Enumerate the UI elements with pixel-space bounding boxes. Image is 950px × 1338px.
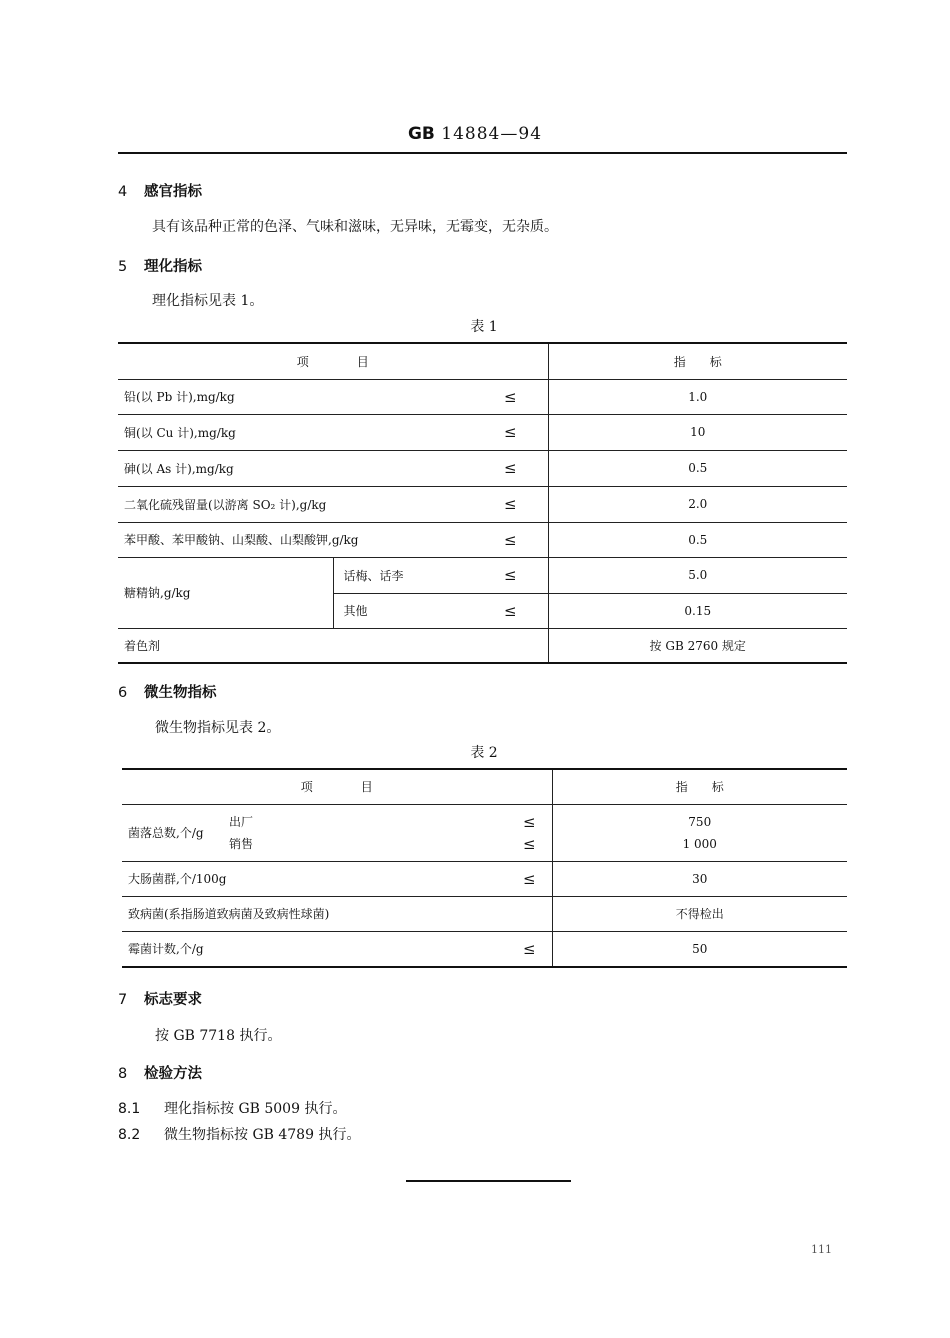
colony-op-1: ≤ (522, 812, 536, 831)
saccharin-value-1: 5.0 (548, 557, 847, 593)
table-row (118, 628, 847, 663)
page-number: 111 (811, 1243, 832, 1256)
section-number: 4 (118, 184, 128, 200)
clause-text: 微生物指标按 GB 4789 执行。 (164, 1127, 361, 1143)
row-op: ≤ (473, 486, 548, 522)
table-row (118, 414, 847, 450)
row-item: 二氧化硫残留量(以游离 SO₂ 计),g/kg (118, 486, 473, 522)
section-7-text: 按 GB 7718 执行。 (155, 1028, 282, 1044)
row-item: 苯甲酸、苯甲酸钠、山梨酸、山梨酸钾,g/kg (118, 522, 473, 557)
table-1-caption: 表 1 (470, 319, 498, 335)
colony-value-1: 750 (688, 814, 712, 829)
clause-number: 8.2 (118, 1127, 141, 1143)
row-value: 10 (548, 414, 847, 450)
row-op: ≤ (507, 931, 552, 967)
row-item: 铅(以 Pb 计),mg/kg (118, 379, 473, 414)
clause-8-1 (118, 1098, 346, 1118)
clause-number: 8.1 (118, 1101, 141, 1117)
row-value: 0.5 (548, 450, 847, 486)
row-value: 1.0 (548, 379, 847, 414)
colony-op-2: ≤ (522, 834, 536, 853)
header-rule (118, 152, 847, 154)
row-op: ≤ (473, 522, 548, 557)
colony-sub (227, 804, 507, 861)
colony-sub-2: 销售 (229, 836, 254, 851)
clause-text: 理化指标按 GB 5009 执行。 (164, 1101, 347, 1117)
row-item: 致病菌(系指肠道致病菌及致病性球菌) (122, 896, 507, 931)
saccharin-label: 糖精钠,g/kg (118, 557, 333, 628)
row-item: 霉菌计数,个/g (122, 931, 507, 967)
section-number: 5 (118, 259, 128, 275)
standard-code: GB (407, 124, 435, 144)
row-op: ≤ (507, 861, 552, 896)
standard-number: 14884—94 (441, 124, 543, 144)
section-5-heading (118, 255, 202, 276)
section-5-text: 理化指标见表 1。 (152, 293, 264, 309)
table-row (118, 450, 847, 486)
section-title: 感官指标 (144, 184, 202, 200)
header-value: 指 标 (548, 343, 847, 379)
table-row (118, 486, 847, 522)
table-2-caption: 表 2 (470, 745, 498, 761)
section-number: 6 (118, 685, 128, 701)
table-row (118, 522, 847, 557)
colony-sub-1: 出厂 (229, 814, 254, 829)
row-op: ≤ (473, 450, 548, 486)
saccharin-sub-2: 其他 (333, 593, 473, 628)
section-title: 标志要求 (144, 992, 202, 1008)
colony-value-2: 1 000 (682, 836, 717, 851)
clause-8-2 (118, 1124, 360, 1144)
table-header-row (118, 343, 847, 379)
section-7-heading (118, 988, 202, 1009)
colony-label: 菌落总数,个/g (122, 804, 227, 861)
section-6-text: 微生物指标见表 2。 (155, 720, 281, 736)
section-8-heading (118, 1062, 202, 1083)
header-item: 项 目 (122, 769, 552, 804)
section-title: 微生物指标 (144, 685, 217, 701)
row-value: 不得检出 (552, 896, 847, 931)
section-number: 7 (118, 992, 128, 1008)
table-row (118, 557, 847, 593)
colorant-value: 按 GB 2760 规定 (548, 628, 847, 663)
row-item: 铜(以 Cu 计),mg/kg (118, 414, 473, 450)
row-value: 30 (552, 861, 847, 896)
section-4-text: 具有该品种正常的色泽、气味和滋味，无异味，无霉变，无杂质。 (152, 219, 558, 235)
table-row (118, 379, 847, 414)
section-number: 8 (118, 1066, 128, 1082)
row-item: 大肠菌群,个/100g (122, 861, 507, 896)
table-row (122, 804, 847, 861)
header-item: 项 目 (118, 343, 548, 379)
colony-ops (507, 804, 552, 861)
colony-values (552, 804, 847, 861)
table-row (122, 896, 847, 931)
saccharin-op-2: ≤ (473, 593, 548, 628)
table-row (122, 861, 847, 896)
saccharin-value-2: 0.15 (548, 593, 847, 628)
saccharin-sub-1: 话梅、话李 (333, 557, 473, 593)
page-header (0, 124, 950, 144)
row-op: ≤ (473, 414, 548, 450)
section-title: 理化指标 (144, 259, 202, 275)
table-1 (118, 342, 847, 664)
table-header-row (122, 769, 847, 804)
row-op: ≤ (473, 379, 548, 414)
section-6-heading (118, 681, 217, 702)
row-op (507, 896, 552, 931)
row-value: 0.5 (548, 522, 847, 557)
saccharin-op-1: ≤ (473, 557, 548, 593)
row-item: 砷(以 As 计),mg/kg (118, 450, 473, 486)
colorant-item: 着色剂 (118, 628, 548, 663)
section-title: 检验方法 (144, 1066, 202, 1082)
table-row (122, 931, 847, 967)
row-value: 50 (552, 931, 847, 967)
header-value: 指 标 (552, 769, 847, 804)
section-4-heading (118, 180, 202, 201)
table-2 (122, 768, 847, 968)
row-value: 2.0 (548, 486, 847, 522)
end-rule (406, 1180, 571, 1182)
